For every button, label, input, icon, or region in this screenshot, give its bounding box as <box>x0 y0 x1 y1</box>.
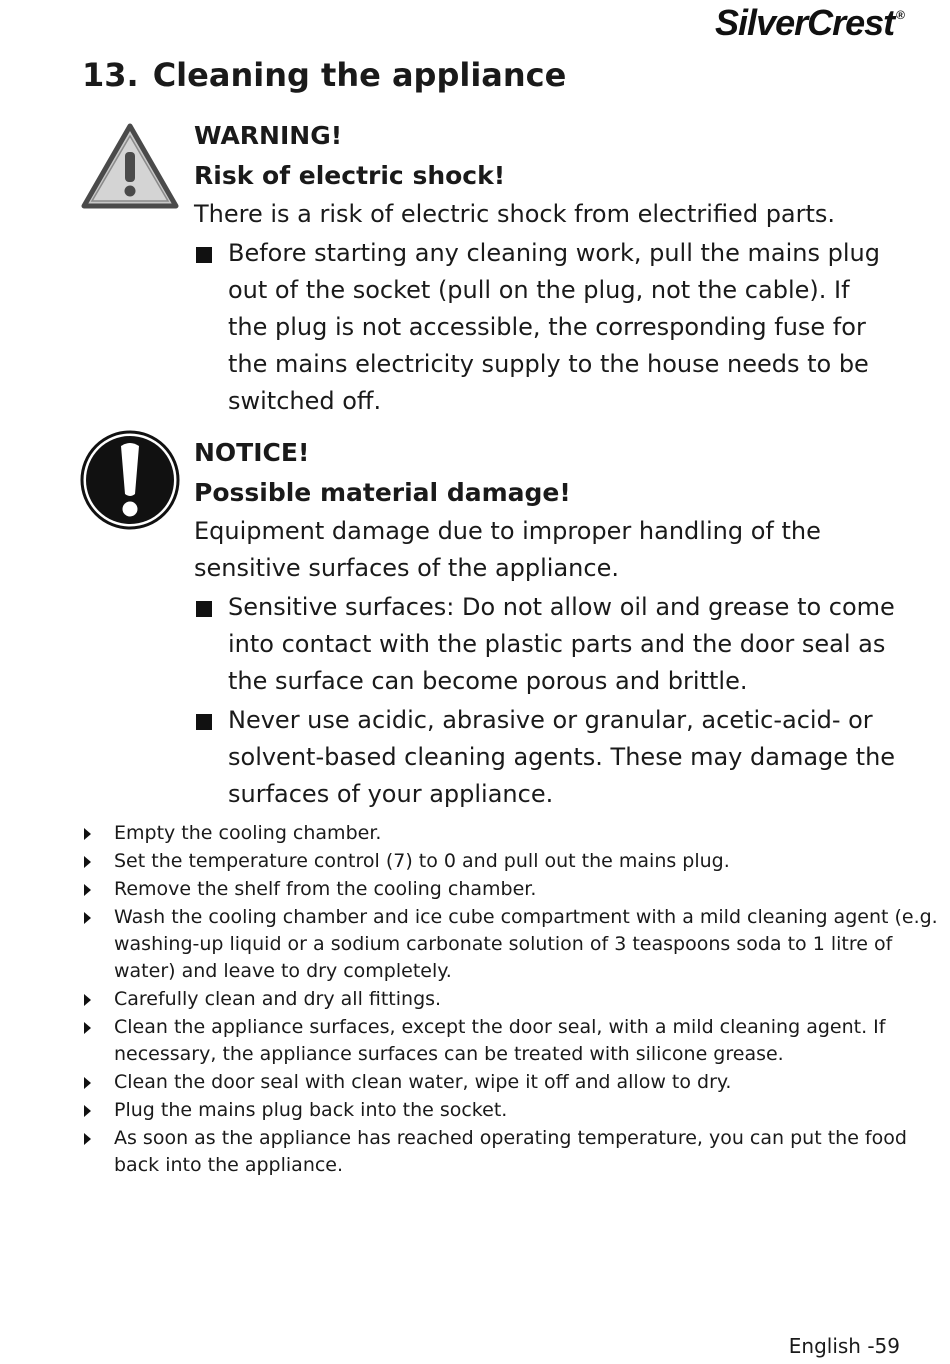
step-line: back into the appliance. <box>114 1154 344 1176</box>
section-number: 13. <box>82 56 139 94</box>
list-item <box>80 1014 910 1068</box>
step-line: necessary, the appliance surfaces can be treated with silicone grease. <box>114 1043 784 1065</box>
list-item <box>80 820 910 847</box>
notice-bullet-line: solvent-based cleaning agents. These may damage the <box>228 743 896 771</box>
arrow-bullet-icon <box>84 1105 91 1117</box>
warning-subtitle: Risk of electric shock! <box>194 161 506 190</box>
notice-bullet-line: Never use acidic, abrasive or granular, acetic-acid- or <box>228 706 873 734</box>
warning-block <box>194 116 894 420</box>
warning-bullet-line: the plug is not accessible, the corresponding fuse for <box>228 313 866 341</box>
square-bullet-icon <box>196 601 212 617</box>
notice-exclamation-icon <box>80 430 180 530</box>
page-number: English -59 <box>788 1334 900 1358</box>
list-item <box>80 904 938 985</box>
step-line: Empty the cooling chamber. <box>114 822 382 844</box>
arrow-bullet-icon <box>84 828 91 840</box>
list-item <box>80 848 910 875</box>
warning-label: WARNING! <box>194 121 343 150</box>
warning-bullet-line: out of the socket (pull on the plug, not the cable). If <box>228 276 850 304</box>
arrow-bullet-icon <box>84 884 91 896</box>
step-line: As soon as the appliance has reached operating temperature, you can put the food <box>114 1127 907 1149</box>
notice-subtitle: Possible material damage! <box>194 478 571 507</box>
arrow-bullet-icon <box>84 994 91 1006</box>
section-heading <box>82 56 566 94</box>
brand-name: SilverCrest <box>715 2 895 43</box>
square-bullet-icon <box>196 714 212 730</box>
notice-text-line: sensitive surfaces of the appliance. <box>194 554 619 582</box>
list-item <box>80 1069 910 1096</box>
warning-bullet-line: Before starting any cleaning work, pull the mains plug <box>228 239 880 267</box>
notice-bullet <box>194 702 894 813</box>
notice-bullet-line: into contact with the plastic parts and the door seal as <box>228 630 886 658</box>
notice-bullet <box>194 589 894 700</box>
section-title: Cleaning the appliance <box>152 56 567 94</box>
list-item <box>80 876 910 903</box>
notice-block <box>194 433 894 813</box>
notice-bullet-line: Sensitive surfaces: Do not allow oil and grease to come <box>228 593 895 621</box>
warning-text: There is a risk of electric shock from electrified parts. <box>194 200 836 228</box>
notice-bullet-line: the surface can become porous and brittle. <box>228 667 748 695</box>
warning-bullet-line: switched off. <box>228 387 382 415</box>
notice-bullet-line: surfaces of your appliance. <box>228 780 554 808</box>
arrow-bullet-icon <box>84 912 91 924</box>
step-line: Carefully clean and dry all fittings. <box>114 988 442 1010</box>
step-line: Plug the mains plug back into the socket. <box>114 1099 508 1121</box>
step-line: Clean the appliance surfaces, except the door seal, with a mild cleaning agent. If <box>114 1016 886 1038</box>
step-line: washing-up liquid or a sodium carbonate solution of 3 teaspoons soda to 1 litre of <box>114 933 893 955</box>
list-item <box>80 1097 910 1124</box>
arrow-bullet-icon <box>84 1022 91 1034</box>
step-line: Remove the shelf from the cooling chamber. <box>114 878 537 900</box>
arrow-bullet-icon <box>84 1133 91 1145</box>
notice-text-line: Equipment damage due to improper handling of the <box>194 517 821 545</box>
step-line: Wash the cooling chamber and ice cube compartment with a mild cleaning agent (e.g. <box>114 906 938 928</box>
arrow-bullet-icon <box>84 856 91 868</box>
step-line: water) and leave to dry completely. <box>114 960 452 982</box>
list-item <box>80 986 910 1013</box>
step-line: Set the temperature control (7) to 0 and pull out the mains plug. <box>114 850 730 872</box>
step-line: Clean the door seal with clean water, wipe it off and allow to dry. <box>114 1071 732 1093</box>
list-item <box>80 1125 910 1179</box>
registered-mark: ® <box>896 8 904 22</box>
warning-bullet <box>194 235 894 420</box>
notice-label: NOTICE! <box>194 438 310 467</box>
arrow-bullet-icon <box>84 1077 91 1089</box>
warning-bullet-line: the mains electricity supply to the house needs to be <box>228 350 869 378</box>
cleaning-steps-list <box>80 820 938 1180</box>
warning-triangle-icon <box>80 122 180 210</box>
square-bullet-icon <box>196 247 212 263</box>
brand-logo <box>715 2 904 44</box>
